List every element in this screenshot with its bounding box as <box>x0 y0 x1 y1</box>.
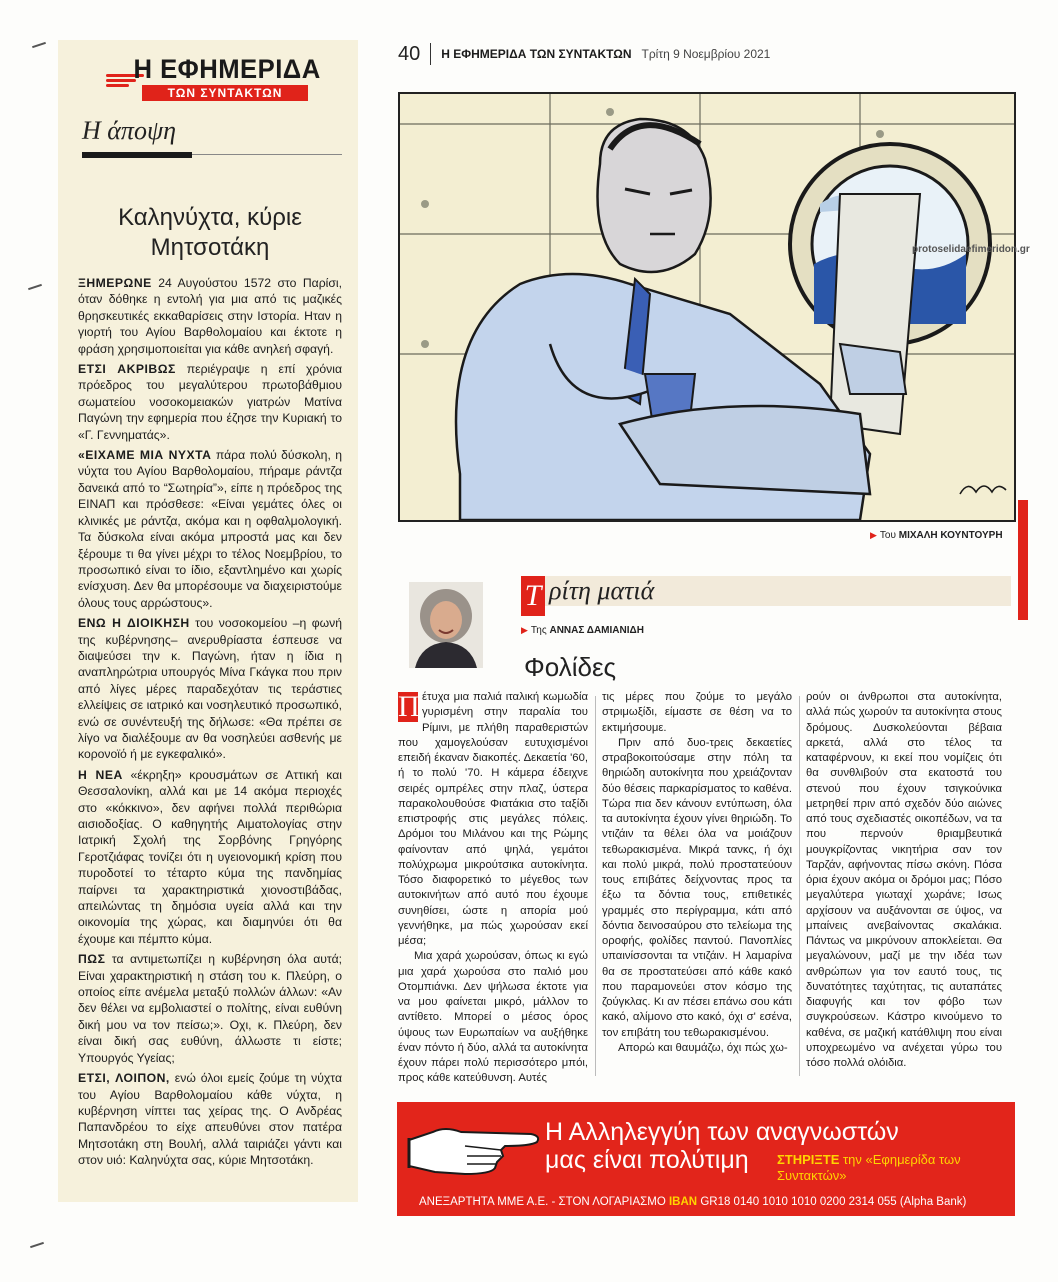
scan-mark <box>28 284 42 290</box>
column-paragraph: Απορώ και θαυμάζω, όχι πώς χω- <box>618 1041 788 1054</box>
paragraph-text: «έκρηξη» κρουσμάτων σε Αττική και Θεσσαλονίκη, αλλά και με 14 ακόμα περιοχές στο «κόκκινο», δεν αφήνει πολλά περιθώρια αισιοδοξίας. Ο καθηγητής Αιματολογίας στην Ιατρική Σχολή της Σορβόνης Γρηγόρης Γεροτζιάφας τονίζει ότι η υγειονομική κρίση που πυροδοτεί το τέταρτο κύμα της πανδημίας παίρνει τα χαρακτηριστικά χιονοστιβάδας, απειλώντας τη δημόσια υγεία αλλά και την οικονομία της χώρας, και διαμηνύει ότι θα έχουμε και πέμπτο κύμα. <box>78 767 343 946</box>
scan-mark <box>32 42 46 48</box>
column-paragraph: ρούν οι άνθρωποι στα αυτοκίνητα, αλλά πώς χωρούν τα αυτοκίνητα στους δρόμους. Δυσκολεύονται βέβαια αρκετά, αλλά στο τέλος τα καταφέρνουν, κι εκεί που νομίζεις ότι θα συνθλιβούν στα εκατοστά του στενού που έχουν τσιγκούνικα μετρηθεί πριν από σχεδόν δύο αιώνες από τους σχεδιαστές οικοπέδων, να τα που περνούν θριαμβευτικά μουγκρίζοντας νικητήρια σαν τον Ταρζάν, αφήνοντας πίσω σκόνη. Πόσα όρια έχουν ακόμα οι δρόμοι μας; Πόσο μεγαλύτερα γιωταχί χωράνε; Ισως αρχίσουν να αυξάνονται σε ύψος, να μπαίνεις ανεβαίνοντας σκαλάκια. Πάντως να μικρύνουν αποκλείεται. Θα μεγαλώνουν, μαζί με την ιδέα των ανθρώπων για τον εαυτό τους, τις δυνατότητες ταχύτητας, τις αυταπάτες διαφυγής και τον φόβο των συγκρούσεων. Κάστρο κινούμενο το καθένα, σε μαζική κατάθλιψη που είναι υποχρεωμένο να ανέχεται γύρω του τόσο πολλά ολόιδια. <box>806 691 1002 1069</box>
paragraph-text: ενώ όλοι εμείς ζούμε τη νύχτα του Αγίου Βαρθολομαίου κάθε νύχτα, η κυβέρνηση νίπτει τας χείρας της. Ο Ανδρέας Παπανδρέου το είχε απευθύνει στον πατέρα Μητσοτάκη στη Βουλή, αλλά ταιριάζει γάντι και στον υιό: Καληνύχτα σας, κύριε Μητσοτάκη. <box>78 1071 342 1168</box>
paragraph-text: του νοσοκομείου –η φωνή της κυβέρνησης– ανερυθρίαστα έσπευσε να διαψεύσει την κ. Παγώνη, ήταν η ίδια η αναπληρώτρια υπουργός Μίνα Γκάγκα που πριν από λίγες μέρες παραδεχόταν τις τεράστιες ελλείψεις σε ιατρικό και νοσηλευτικό προσωπικό, ενώ σε συνέντευξή της δήλωσε: «Θα πρέπει σε λίγο να διαλέξουμε αν θα νοσηλεύει ασθενής με κορονοϊό ή με εγκεφαλικό». <box>78 616 342 762</box>
column-tag-label: ρίτη ματιά <box>549 576 655 605</box>
header-divider <box>430 43 431 65</box>
paragraph-text: 24 Αυγούστου 1572 στο Παρίσι, όταν δόθηκε η εντολή για μια από τις μαζικές θρησκευτικές εκκαθαρίσεις στην Ιστορία. Ηταν η γιορτή του Αγίου Βαρθολομαίου και έκτοτε η φράση χρησιμοποιείται για κάθε ανηλεή σφαγή. <box>78 276 342 356</box>
editorial-paragraph <box>78 275 342 357</box>
cartoon-credit <box>870 530 1003 541</box>
column-paragraph <box>398 690 588 949</box>
section-rule <box>82 152 192 158</box>
editorial-headline: Καληνύχτα, κύριε Μητσοτάκη <box>118 204 302 261</box>
cta-lead: ΣΤΗΡΙΞΤΕ <box>777 1152 840 1167</box>
pointing-hand-icon <box>405 1110 545 1180</box>
column-tag-letter: Τ <box>521 576 545 616</box>
cta-text: την «Εφημερίδα των Συντακτών» <box>777 1152 961 1183</box>
editorial-paragraph <box>78 767 342 947</box>
watermark: protoselidaefimeridon.gr <box>912 244 1030 255</box>
cartoon-illustration <box>398 92 1016 522</box>
editorial-paragraph <box>78 615 342 763</box>
section-rule-thin <box>192 154 342 155</box>
editorial-column <box>58 40 358 1202</box>
section-label: Η άποψη <box>82 116 176 145</box>
cartoon-drawing <box>400 94 1014 520</box>
column-text-3 <box>806 690 1002 1071</box>
paragraph-lead: ΕΝΩ Η ΔΙΟΙΚΗΣΗ <box>78 616 190 631</box>
scan-mark <box>30 1242 44 1248</box>
author-portrait <box>409 582 483 668</box>
paragraph-lead: ΞΗΜΕΡΩΝΕ <box>78 276 152 290</box>
credit-name: ΜΙΧΑΛΗ ΚΟΥΝΤΟΥΡΗ <box>898 530 1003 541</box>
column-text-2 <box>602 690 792 1056</box>
byline-name: ΑΝΝΑΣ ΔΑΜΙΑΝΙΔΗ <box>549 625 644 636</box>
credit-prefix: Του <box>879 530 896 541</box>
column-paragraph: τις μέρες που ζούμε το μεγάλο στριμωξίδι, είμαστε σε θέση να το εκτιμήσουμε. <box>602 691 792 734</box>
bank-name: (Alpha Bank) <box>899 1196 967 1208</box>
column-paragraph: Πριν από δυο-τρεις δεκαετίες στραβοκοιτούσαμε στην πόλη τα θηριώδη αυτοκίνητα που χρειάζονταν δύο θέσεις παρκαρίσματος το καθένα. Τώρα πια δεν κάνουν εντύπωση, όλα τα αυτοκίνητα έχουν γίνει θηριώδη. Το ντιζάιν τα θέλει όλα να μοιάζουν τεθωρακισμένα. Μικρά τανκς, ή όχι και πολύ μικρά, πολύ προστατεύουν τους επιβάτες δείχνοντας προς τα έξω τα δόντια τους, επιθετικές γραμμές στο περίγραμμα, κάτι από δόντια δεινοσαύρου στο τελείωμα της οροφής, φολίδες παντού. Πανοπλίες υπαινίσσονται τα ντιζάιν. Η λαμαρίνα θα σε προστατεύσει από κάθε κακό που παραμονεύει στον κόσμο της ζούγκλας. Κι αν πέσει επάνω σου κάτι κακό, αλίμονο στο κακό, όχι σ' εσένα, τον επιβάτη του τεθωρακισμένου. <box>602 736 792 1039</box>
column-divider <box>799 696 800 1076</box>
dropcap: Π <box>398 690 420 723</box>
paragraph-lead: «ΕΙΧΑΜΕ ΜΙΑ ΝΥΧΤΑ <box>78 448 212 463</box>
banner-subtitle: μας είναι πολύτιμη <box>545 1146 749 1174</box>
masthead-title: Η ΕΦΗΜΕΡΙΔΑ <box>133 54 321 84</box>
editorial-paragraph <box>78 951 342 1066</box>
iban-label: IBAN <box>668 1196 698 1208</box>
paragraph-lead: ΕΤΣΙ ΑΚΡΙΒΩΣ <box>78 362 176 377</box>
paragraph-text: περιέγραψε η επί χρόνια πρόεδρος του μεγαλύτερου πρωτοβάθμιου σωματείου νοσοκομειακών γιατρών Ματίνα Παγώνη την εφημερία που έζησε την Κυριακή το «Γ. Γεννηματάς». <box>78 362 342 442</box>
banner-title: Η Αλληλεγγύη των αναγνωστών <box>545 1118 899 1146</box>
column-text-1 <box>398 690 588 1087</box>
editorial-paragraph <box>78 1070 342 1168</box>
author-photo <box>409 582 483 668</box>
iban-number: GR18 0140 1010 1010 0200 2314 055 <box>700 1196 897 1208</box>
column-byline <box>521 625 644 636</box>
page-number: 40 <box>398 42 421 65</box>
header-date: Τρίτη 9 Νοεμβρίου 2021 <box>641 47 771 61</box>
byline-prefix: Της <box>530 625 547 636</box>
masthead-subtitle: ΤΩΝ ΣΥΝΤΑΚΤΩΝ <box>142 85 309 101</box>
banner-bank-info <box>419 1196 966 1208</box>
editorial-paragraph <box>78 447 342 611</box>
bank-prefix: ΑΝΕΞΑΡΤΗΤΑ ΜΜΕ Α.Ε. - ΣΤΟΝ ΛΟΓΑΡΙΑΣΜΟ <box>419 1196 666 1208</box>
column-title: Φολίδες <box>524 652 617 682</box>
paragraph-lead: ΠΩΣ <box>78 952 106 967</box>
column-divider <box>595 696 596 1076</box>
triangle-right-icon: ▶ <box>870 530 877 540</box>
solidarity-banner[interactable] <box>397 1102 1015 1216</box>
masthead <box>78 54 342 102</box>
paragraph-text: έτυχα μια παλιά ιταλική κωμωδία γυρισμένη στην παραλία του Ρίμινι, με πλήθη παραθεριστών που χαμογελούσαν ευτυχισμένοι επειδή έκαναν διακοπές. Δεκαετία '60, ή το πολύ '70. Η κάμερα έδειχνε σειρές ομπρέλες στην πλαζ, ύστερα παρακολουθούσε Φιατάκια στο ταξίδι επιστροφής στις μεγάλες πόλεις. Δρόμοι του Μιλάνου και της Ρώμης φαίνονταν από ψηλά, γεμάτοι πολύχρωμα μικρούτσικα αυτοκίνητα. Τόσο διαφορετικό το μέγεθος των αυτοκινήτων από αυτό που έχουμε συνηθίσει, ώστε η απορία μού γεννήθηκε, μα πώς χωρούσαν εκεί μέσα; <box>398 691 588 947</box>
triangle-right-icon: ▶ <box>521 625 528 635</box>
page-header <box>398 40 1018 68</box>
red-edge-marker <box>1018 500 1028 620</box>
column-tag <box>521 576 1011 612</box>
paragraph-lead: ΕΤΣΙ, ΛΟΙΠΟΝ, <box>78 1071 170 1086</box>
header-paper-name: Η ΕΦΗΜΕΡΙΔΑ ΤΩΝ ΣΥΝΤΑΚΤΩΝ <box>441 47 632 61</box>
paragraph-lead: Η ΝΕΑ <box>78 767 123 782</box>
paragraph-text: πάρα πολύ δύσκολη, η νύχτα του Αγίου Βαρθολομαίου, πήραμε ράντζα δανεικά από το “Σωτηρία”», είπε η πρόεδρος της ΕΙΝΑΠ και πρόσθεσε: «Είναι γεμάτες όλες οι κλινικές με ράντζα, ακόμα και η οφθαλμολογική. Τα δύσκολα είναι ακόμα μπροστά μας και δεν ξέρουμε τι θα γίνει μέχρι το τέλος Νοεμβρίου, το προσωπικό είναι το ίδιο, εξαντλημένο και χωρίς ενίσχυση. Δεν θα μπορέσουμε να διαχειριστούμε όλους τους αρρώστους». <box>78 448 342 610</box>
banner-cta[interactable] <box>777 1152 1009 1184</box>
editorial-paragraph <box>78 361 342 443</box>
paragraph-text: τα αντιμετωπίζει η κυβέρνηση όλα αυτά; Είναι χαρακτηριστική η στάση του κ. Πλεύρη, ο οποίος είπε ανέμελα μεταξύ πολλών άλλων: «Αν δεν θέλει να εμβολιαστεί ο πολίτης, είναι ευθύνη δική μου να τον πείσω;». Οχι, κ. Πλεύρη, δεν είναι δική σας ευθύνη, άλλωστε τι είστε; Υπουργός Υγείας; <box>78 952 342 1065</box>
column-paragraph: Μια χαρά χωρούσαν, όπως κι εγώ μια χαρά χωρούσα στο παλιό μου Οτομπιάνκι. Δεν ψήλωσα έκτοτε για να μου φαίνεται μικρό, μάλλον το αντίθετο. Μπορεί ο μέσος όρος ύψους των Ευρωπαίων να αυξήθηκε έναν πόντο ή δύο, αλλά τα αυτοκίνητα έχουν πάρει πολύ περισσότερο μπόι, προς κάθε κατεύθυνση. Αυτές <box>398 950 588 1085</box>
editorial-body <box>78 275 342 1169</box>
